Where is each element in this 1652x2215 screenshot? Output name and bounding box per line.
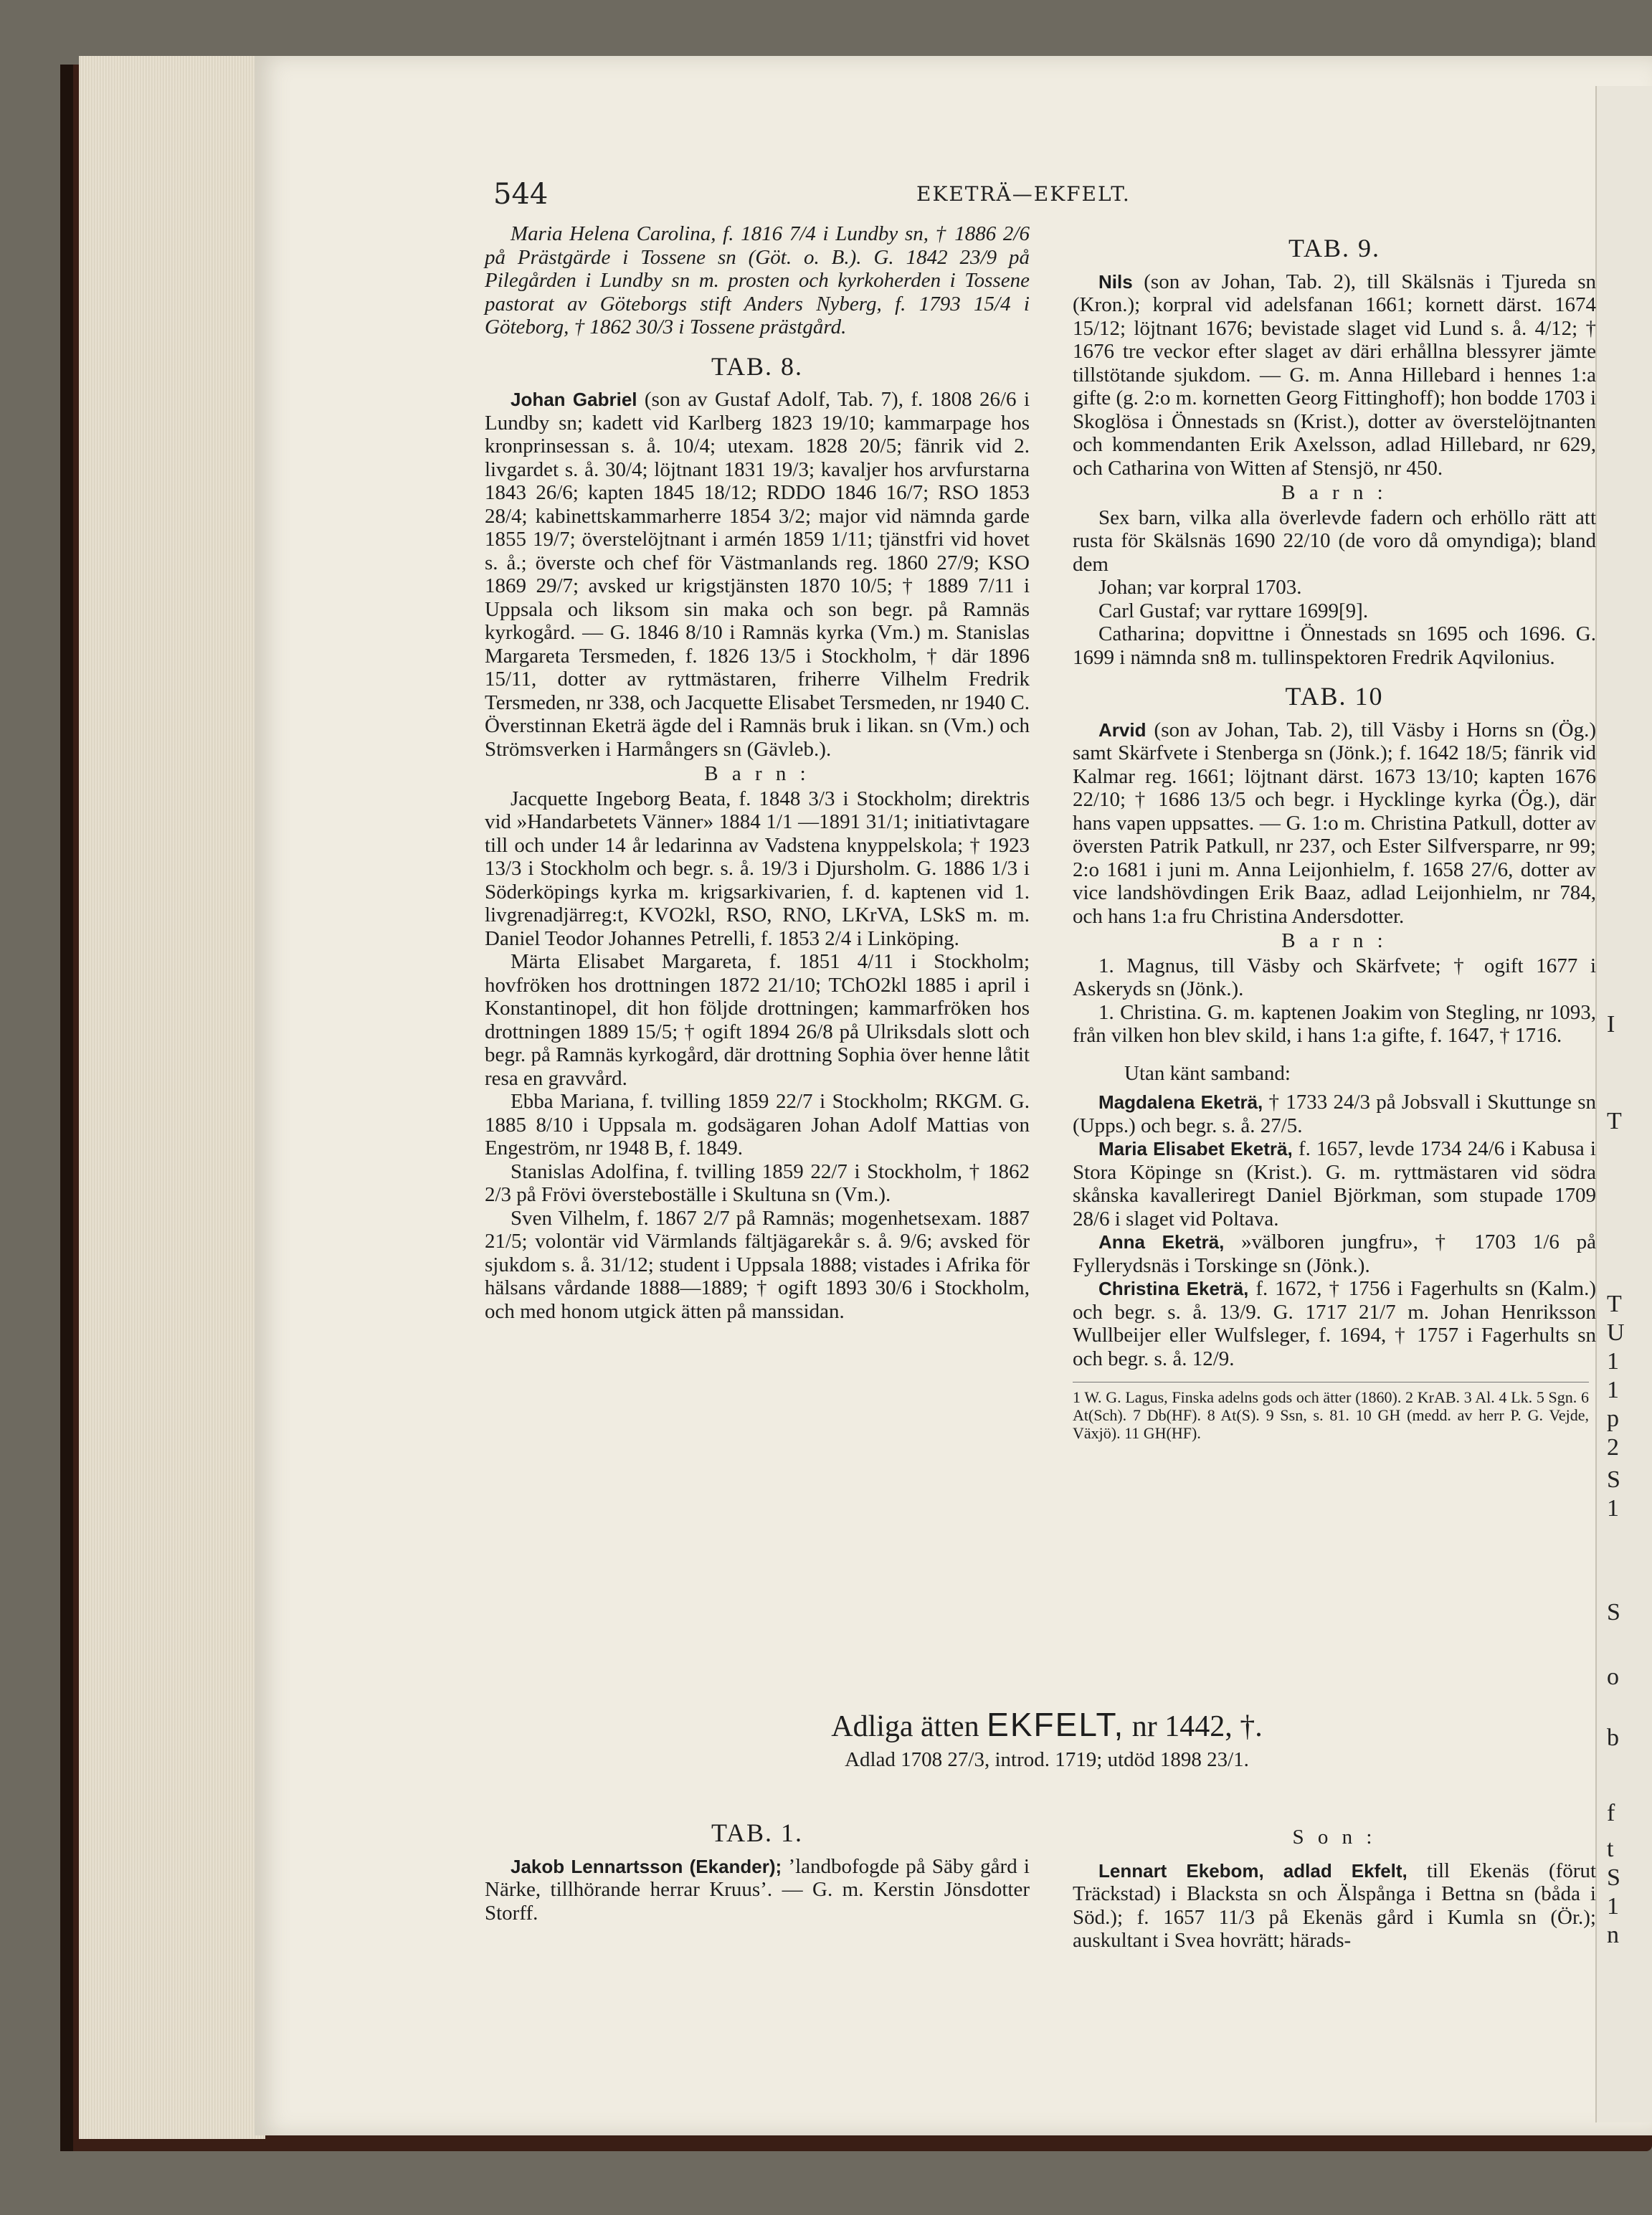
entry-name: Nils bbox=[1098, 270, 1133, 293]
next-page-fragment: 1 bbox=[1607, 1495, 1619, 1522]
unknown-connection-heading: Utan känt samband: bbox=[1124, 1061, 1291, 1085]
next-page-fragment: 1 bbox=[1607, 1893, 1619, 1920]
entry-text: (son av Gustaf Adolf, Tab. 7), f. 1808 26/6 i Lundby sn; kadett vid Karlberg 1823 19/10; kammarpage hos kronprinsessan s. å. 10/4; utexam. 1828 20/5; fänrik vid 2. livgardet s. å. 30/4; löjtnant 1831 19/3; kavaljer hos arvfurstarna 1843 26/6; kapten 1845 18/12; RDDO 1846 16/7; RSO 1853 28/4; kabinettskammarherre 1854 3/2; major vid nämnda garde 1855 19/7; överstelöjtnant i armén 1859 1/11; tjänstfri vid hovet s. å.; överste och chef för Västmanlands reg. 1860 27/9; KSO 1869 29/7; avsked ur krigstjänsten 1870 10/5; † 1889 7/11 i Uppsala och liksom sin maka och son begr. på Ramnäs kyrkogård. — G. 1846 8/10 i Ramnäs kyrka (Vm.) m. Stanislas Margareta Tersmeden, f. 1826 13/5 i Stockholm, † där 1896 15/11, dotter av ryttmästaren, friherre Vilhelm Fredrik Tersmeden, nr 338, och Jacquette Elisabet Tersmeden, nr 1940 C. Överstinnan Eketrä ägde del i Ramnäs bruk i likan. sn (Vm.) och Strömsverken i Harmångers sn (Gävleb.). bbox=[485, 388, 1030, 761]
next-page-fragment: 1 bbox=[1607, 1377, 1619, 1403]
child-entry: Märta Elisabet Margareta, f. 1851 4/11 i Stockholm; hovfröken hos drottningen 1872 21/10; TChO2kl 1885 i april i Konstantinopel, dit hon följde drottningen; kammarfröken hos drottningen 1889 15/5; † ogift 1894 26/8 på Ulriksdals slott och begr. på Ramnäs kyrkogård, där drottning Sophia över henne låtit resa en gravvård. bbox=[485, 950, 1030, 1090]
child-entry: Sex barn, vilka alla överlevde fadern och erhöllo rätt att rusta för Skälsnäs 1690 22/10 (de voro då omyndiga); bland dem bbox=[1073, 506, 1596, 576]
entry-name: Maria Elisabet Eketrä, bbox=[1098, 1138, 1293, 1159]
entry-name: Christina Eketrä, bbox=[1098, 1278, 1249, 1299]
next-page-fragment: n bbox=[1607, 1922, 1619, 1948]
running-title: EKETRÄ—EKFELT. bbox=[916, 182, 1131, 206]
entry-lennart bbox=[1073, 1859, 1596, 1953]
child-entry: Ebba Mariana, f. tvilling 1859 22/7 i Stockholm; RKGM. G. 1885 8/10 i Uppsala m. godsägaren Johan Adolf Mattias von Engeström, nr 1948 B, f. 1849. bbox=[485, 1090, 1030, 1159]
next-page-fragment: 2 bbox=[1607, 1434, 1619, 1461]
family-title bbox=[495, 1705, 1599, 1744]
tab-9-heading: TAB. 9. bbox=[1288, 234, 1381, 262]
next-page-fragment: p bbox=[1607, 1405, 1619, 1432]
entry-text: »välboren jungfru», † 1703 1/6 på Fyllerydsnäs i Torskinge sn (Jönk.). bbox=[1073, 1230, 1596, 1277]
family-name: EKFELT, bbox=[987, 1706, 1125, 1743]
tab-8-heading: TAB. 8. bbox=[711, 351, 804, 381]
footnotes: 1 W. G. Lagus, Finska adelns gods och ätter (1860). 2 KrAB. 3 Al. 4 Lk. 5 Sgn. 6 At(Sch). 7 Db(HF). 8 At(S). 9 Ssn, s. 81. 10 GH (medd. av herr P. G. Vejde, Växjö). 11 GH(HF). bbox=[1073, 1382, 1589, 1442]
page-edges bbox=[79, 56, 265, 2139]
entry-johan-gabriel bbox=[485, 388, 1030, 761]
entry-text: till Ekenäs (förut Träckstad) i Blacksta sn och Älspånga i Bettna sn (båda i Söd.); f. 1657 11/3 på Ekenäs gård i Kumla sn (Ör.); auskultant i Svea hovrätt; härads- bbox=[1073, 1859, 1597, 1952]
child-entry: Jacquette Ingeborg Beata, f. 1848 3/3 i Stockholm; direktris vid »Handarbetets Vänner» 1884 1/1 —1891 31/1; initiativtagare till och under 14 år ledarinna av Vadstena knyppelskola; † 1923 13/3 i Stockholm och begr. s. å. 19/3 i Djursholm. G. 1886 1/3 i Söderköpings kyrka m. krigsarkivarien, f. d. kaptenen vid 1. livgrenadjärreg:t, KVO2kl, RSO, RNO, LKrVA, LSkS m. m. Daniel Teodor Johannes Petrelli, f. 1853 2/4 i Linköping. bbox=[485, 787, 1030, 950]
child-entry: 1. Christina. G. m. kaptenen Joakim von Stegling, nr 1093, från vilken hon blev skild, i hans 1:a gifte, f. 1647, † 1716. bbox=[1073, 1000, 1596, 1047]
next-page-fragment: 1 bbox=[1607, 1348, 1619, 1375]
children-heading: B a r n : bbox=[704, 762, 810, 785]
unknown-entry bbox=[1073, 1277, 1596, 1370]
next-page-fragment: f bbox=[1607, 1800, 1615, 1826]
entry-text: (son av Johan, Tab. 2), till Väsby i Horns sn (Ög.) samt Skärfvete i Stenberga sn (Jönk.); f. 1642 18/5; fänrik vid Kalmar reg. 1661; löjtnant därst. 1673 13/10; kapten 1676 22/10; † 1686 13/5 och begr. i Hycklinge kyrka (Ög.), där hans vapen uppsattes. — G. 1:o m. Christina Patkull, dotter av översten Patrik Patkull, nr 237, och Ester Silfversparre, nr 99; 2:o 1681 i juni m. Anna Leijonhielm, f. 1658 27/6, dotter av vice landshövdingen Erik Baaz, adlad Leijonhielm, nr 784, och hans 1:a fru Christina Andersdotter. bbox=[1073, 718, 1596, 928]
entry-text: f. 1672, † 1756 i Fagerhults sn (Kalm.) och begr. s. å. 13/9. G. 1717 21/7 m. Johan Henriksson Wullbeijer eller Wulfsleger, f. 1694, † 1757 i Fagerhults sn och begr. s. å. 12/9. bbox=[1073, 1277, 1596, 1370]
next-page-fragment: S bbox=[1607, 1864, 1620, 1891]
entry-text: f. 1657, levde 1734 24/6 i Kabusa i Stora Köpinge sn (Krist.). G. m. ryttmästaren vid södra skånska kavalleriregt Daniel Björkman, som stupade 1709 28/6 i slaget vid Poltava. bbox=[1073, 1137, 1596, 1230]
child-entry: Catharina; dopvittne i Önnestads sn 1695 och 1696. G. 1699 i nämnda sn8 m. tullinspektoren Fredrik Aqvilonius. bbox=[1073, 622, 1596, 669]
bottom-right-column bbox=[1073, 1821, 1596, 1953]
child-entry: Stanislas Adolfina, f. tvilling 1859 22/7 i Stockholm, † 1862 2/3 på Frövi översteboställe i Skultuna sn (Vm.). bbox=[485, 1159, 1030, 1206]
next-page-fragment: S bbox=[1607, 1466, 1620, 1493]
children-heading: B a r n : bbox=[1281, 929, 1387, 952]
page-header bbox=[493, 178, 1612, 221]
entry-name: Jakob Lennartsson (Ekander); bbox=[511, 1855, 782, 1877]
next-page-fragment: U bbox=[1607, 1319, 1625, 1346]
entry-text: ’landbofogde på Säby gård i Närke, tillhörande herrar Kruus’. — G. m. Kerstin Jönsdotter Storff. bbox=[485, 1854, 1030, 1925]
right-column bbox=[1073, 234, 1597, 1442]
entry-name: Anna Eketrä, bbox=[1098, 1231, 1225, 1253]
unknown-entry bbox=[1073, 1230, 1596, 1277]
son-heading: S o n : bbox=[1292, 1826, 1377, 1849]
entry-name: Magdalena Eketrä, bbox=[1098, 1091, 1263, 1113]
children-heading: B a r n : bbox=[1281, 481, 1387, 504]
family-number: nr 1442, †. bbox=[1131, 1710, 1263, 1743]
next-page-edge bbox=[1595, 86, 1652, 2122]
family-subtitle: Adlad 1708 27/3, introd. 1719; utdöd 1898 23/1. bbox=[845, 1748, 1249, 1771]
entry-text: (son av Johan, Tab. 2), till Skälsnäs i Tjureda sn (Kron.); korpral vid adelsfanan 1661; kornett därst. 1674 15/12; löjtnant 1676; bevistade slaget vid Lund s. å. 4/12; † 1676 tre veckor efter slaget av däri erhållna blessyrer jämte tillstötande sjukdom. — G. m. Anna Hillebard i hennes 1:a gifte (g. 2:o m. kornetten Georg Fittinghoff); hon bodde 1703 i Skoglösa i Önnestads sn (Krist.), dotter av överstelöjtnanten och kommendanten Erik Axelsson, adlad Hillebard, nr 629, och Catharina von Witten af Stensjö, nr 450. bbox=[1073, 270, 1597, 480]
child-entry: Sven Vilhelm, f. 1867 2/7 på Ramnäs; mogenhetsexam. 1887 21/5; volontär vid Värmlands fältjägarekår s. å. 9/6; avsked för sjukdom s. å. 31/12; student i Uppsala 1888; vistades i Afrika för hälsans vårdande 1888—1889; † ogift 1893 30/6 i Stockholm, och med honom utgick ätten på manssidan. bbox=[485, 1206, 1030, 1323]
family-heading bbox=[495, 1705, 1599, 1772]
next-page-fragment: T bbox=[1607, 1108, 1622, 1134]
family-title-prefix: Adliga ätten bbox=[831, 1710, 979, 1743]
child-entry: Johan; var korpral 1703. bbox=[1098, 576, 1302, 599]
entry-name: Arvid bbox=[1098, 718, 1147, 741]
entry-nils bbox=[1073, 270, 1596, 480]
left-column bbox=[485, 222, 1030, 1323]
next-page-fragment: t bbox=[1607, 1836, 1614, 1862]
entry-maria-helena: Maria Helena Carolina, f. 1816 7/4 i Lundby sn, † 1886 2/6 på Prästgärde i Tossene sn (Göt. o. B.). G. 1842 23/9 på Pilegården i Lundby sn m. prosten och kyrkoherden i Tossene pastorat av Göteborgs stift Anders Nyberg, f. 1793 15/4 i Göteborg, † 1862 30/3 i Tossene prästgård. bbox=[485, 222, 1030, 338]
unknown-entry bbox=[1073, 1137, 1596, 1230]
child-entry: Carl Gustaf; var ryttare 1699[9]. bbox=[1098, 599, 1369, 622]
unknown-entry bbox=[1073, 1091, 1596, 1137]
next-page-fragment: I bbox=[1607, 1011, 1615, 1038]
tab-10-heading: TAB. 10 bbox=[1285, 682, 1384, 711]
entry-arvid bbox=[1073, 718, 1596, 929]
child-entry: 1. Magnus, till Väsby och Skärfvete; † ogift 1677 i Askeryds sn (Jönk.). bbox=[1073, 954, 1596, 1000]
entry-name: Lennart Ekebom, adlad Ekfelt, bbox=[1098, 1859, 1407, 1882]
cover-spine-edge bbox=[60, 65, 73, 2151]
next-page-fragment: S bbox=[1607, 1599, 1620, 1626]
page-number: 544 bbox=[493, 178, 549, 211]
next-page-fragment: b bbox=[1607, 1725, 1619, 1751]
entry-text: † 1733 24/3 på Jobsvall i Skuttunge sn (Upps.) och begr. s. å. 27/5. bbox=[1073, 1091, 1597, 1137]
tab-1-heading: TAB. 1. bbox=[711, 1818, 804, 1847]
next-page-fragment: T bbox=[1607, 1291, 1622, 1317]
entry-name: Johan Gabriel bbox=[511, 389, 637, 410]
next-page-fragment: o bbox=[1607, 1664, 1619, 1690]
bottom-left-column bbox=[485, 1818, 1030, 1925]
entry-jakob bbox=[485, 1855, 1030, 1925]
